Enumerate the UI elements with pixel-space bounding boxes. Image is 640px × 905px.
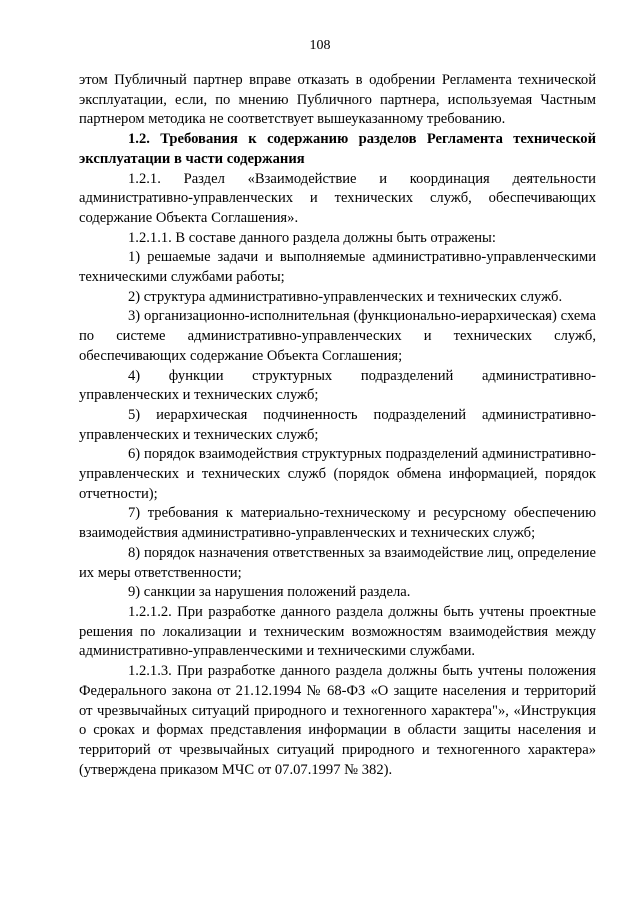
list-item-4: 4) функции структурных подразделений административно-управленческих и технических служб; [79,367,596,404]
list-item-9: 9) санкции за нарушения положений раздела. [128,584,411,601]
paragraph-1-2-1-2: 1.2.1.2. При разработке данного раздела должны быть учтены проектные решения по локализации и техническим возможностям взаимодействия между административно-управленческими и техническими службами. [79,603,596,660]
list-item-7: 7) требования к материально-техническому и ресурсному обеспечению взаимодействия административно-управленческих и технических служб; [79,505,596,542]
paragraph-1-2-1: 1.2.1. Раздел «Взаимодействие и координация деятельности административно-управленческих и технических служб, обеспечивающих содержание Объекта Соглашения». [79,170,596,226]
list-item-3: 3) организационно-исполнительная (функционально-иерархическая) схема по системе административно-управленческих и технических служб, обеспечивающих содержание Объекта Соглашения; [79,308,596,364]
paragraph-1-2-1-1: 1.2.1.1. В составе данного раздела должны быть отражены: [128,229,496,246]
list-item-8: 8) порядок назначения ответственных за взаимодействие лиц, определение их меры ответственности; [79,544,596,581]
list-item-5: 5) иерархическая подчиненность подразделений административно-управленческих и технических служб; [79,406,596,443]
document-body [79,71,596,780]
paragraph-1-2-1-3: 1.2.1.3. При разработке данного раздела должны быть учтены положения Федерального закона от 21.12.1994 № 68-ФЗ «О защите населения и территорий от чрезвычайных ситуаций природного и техногенного характера"», «Инструкция о сроках и формах представления информации в области защиты населения и территорий от чрезвычайных ситуаций природного и техногенного характера» (утверждена приказом МЧС от 07.07.1997 № 382). [79,663,596,778]
list-item-6: 6) порядок взаимодействия структурных подразделений административно-управленческих и технических служб (порядок обмена информацией, порядок отчетности); [79,446,596,502]
list-item-1: 1) решаемые задачи и выполняемые административно-управленческими техническими службами работы; [79,249,596,286]
section-heading: 1.2. Требования к содержанию разделов Регламента технической эксплуатации в части содержания [79,131,596,167]
paragraph-continuation: этом Публичный партнер вправе отказать в одобрении Регламента технической эксплуатации, если, по мнению Публичного партнера, используемая Частным партнером методика не соответствует вышеуказанному требованию. [79,72,596,128]
page-number: 108 [309,38,331,53]
list-item-2: 2) структура административно-управленческих и технических служб. [128,288,563,305]
